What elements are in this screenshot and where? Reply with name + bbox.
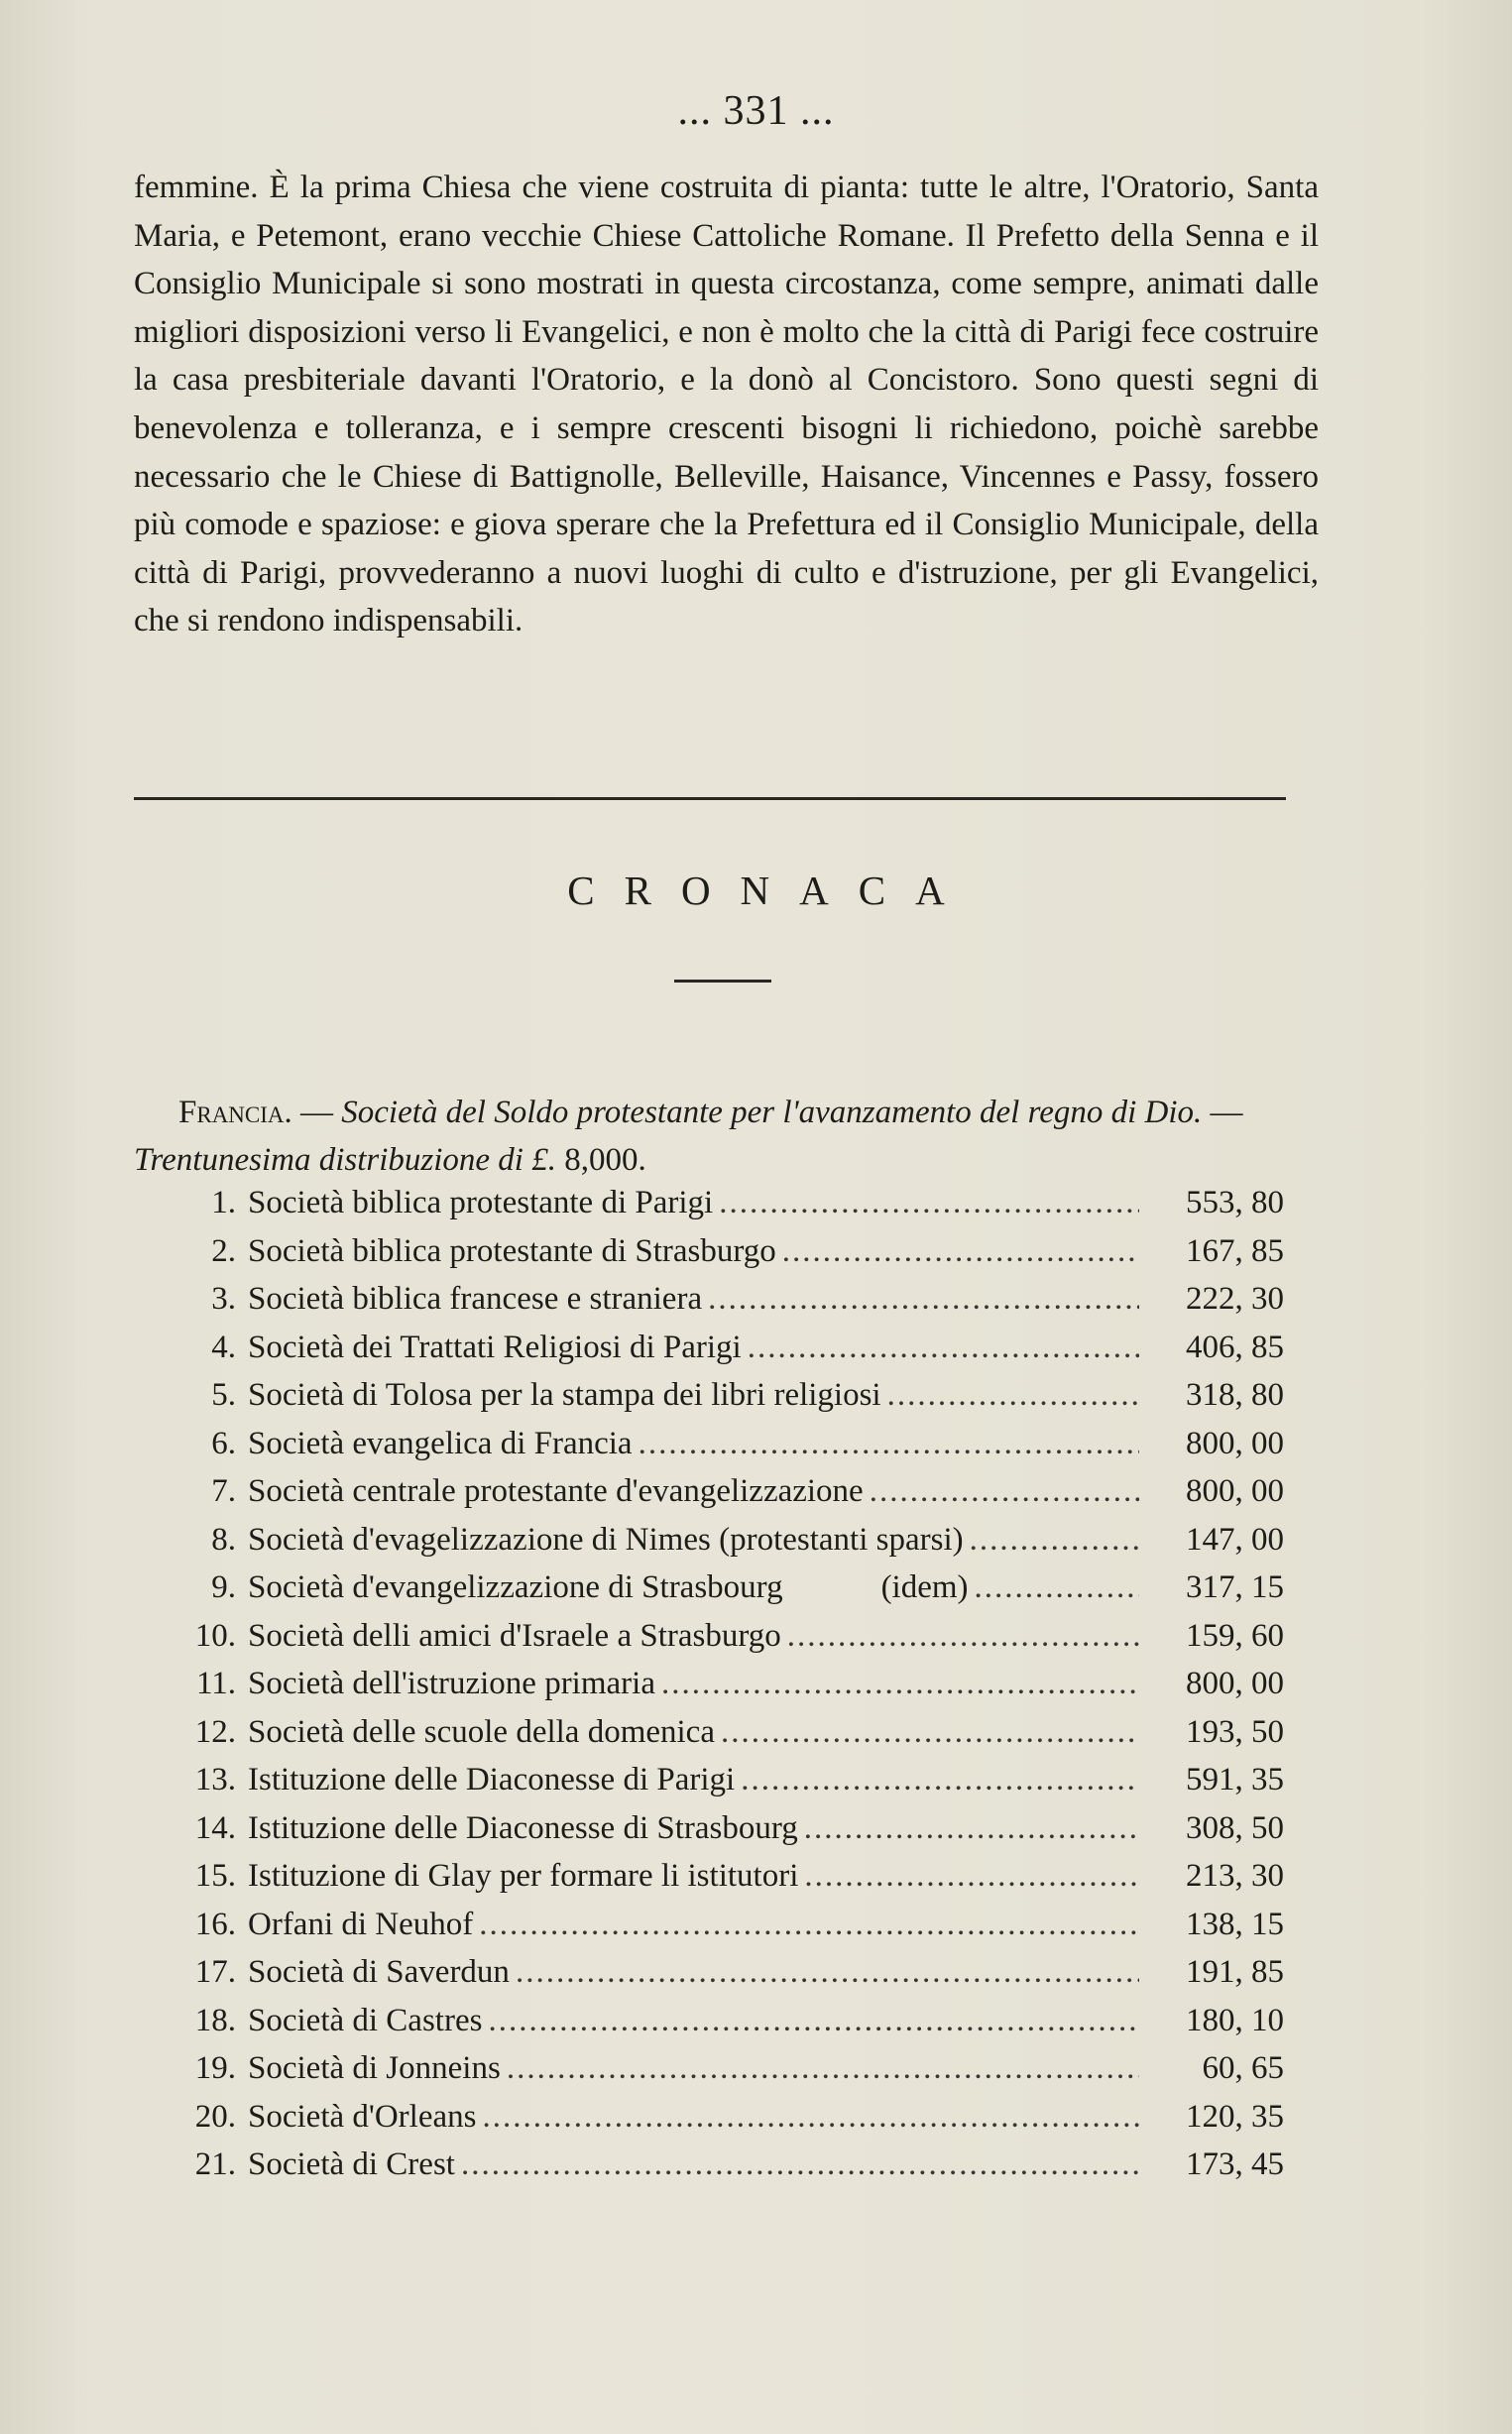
item-amount: 317, 15 [1186,1569,1284,1605]
list-item [159,1569,1314,1618]
item-label: Società di Jonneins [248,2050,501,2086]
item-amount: 308, 50 [1186,1809,1284,1846]
item-label: Società di Castres [248,2002,483,2038]
item-label: Società dell'istruzione primaria [248,1666,655,1701]
item-number: 21. [194,2146,236,2182]
item-label: Società di Crest [248,2146,455,2182]
item-number: 11. [195,1666,236,1701]
item-number: 17. [194,1954,236,1990]
item-amount: 553, 80 [1186,1185,1284,1220]
item-amount: 591, 35 [1186,1762,1284,1797]
list-item [159,1330,1314,1378]
dot-leader [479,1907,1139,1943]
list-item [159,2003,1314,2051]
dot-leader [516,1954,1139,1991]
item-label: Società d'evagelizzazione di Nimes (protestanti sparsi) [248,1521,964,1558]
item-label: Istituzione delle Diaconesse di Strasbourg [248,1809,798,1846]
item-number: 5. [211,1377,236,1413]
dot-leader [719,1185,1139,1221]
item-label: Istituzione di Glay per formare li istitutori [248,1858,799,1894]
list-item [159,1233,1314,1282]
item-label: Orfani di Neuhof [248,1906,474,1942]
item-amount: 60, 65 [1202,2050,1284,2086]
society-name: Società del Soldo protestante per l'avanzamento del regno di Dio. [341,1095,1203,1130]
item-label: Società centrale protestante d'evangelizzazione [248,1473,864,1509]
item-number: 13. [194,1762,236,1797]
item-amount: 800, 00 [1186,1473,1284,1509]
intro-dash: — [1202,1095,1243,1130]
list-item [159,1810,1314,1859]
dot-leader [721,1714,1139,1751]
dot-leader [804,1858,1139,1895]
list-item [159,1714,1314,1763]
item-number: 20. [194,2098,236,2135]
dot-leader [748,1330,1139,1366]
item-amount: 318, 80 [1186,1377,1284,1413]
dot-leader [482,2099,1139,2136]
list-item [159,1666,1314,1714]
item-label: Società dei Trattati Religiosi di Parigi [248,1329,742,1365]
dot-leader [975,1569,1139,1606]
item-amount: 180, 10 [1186,2002,1284,2038]
list-item [159,1522,1314,1570]
intro-dash: — [291,1095,342,1130]
item-amount: 222, 30 [1186,1281,1284,1317]
dot-leader [639,1426,1139,1462]
title-underline [674,980,771,983]
item-amount: 193, 50 [1186,1713,1284,1750]
item-label: Società biblica protestante di Parigi [248,1185,714,1220]
list-item [159,1954,1314,2003]
item-amount: 406, 85 [1186,1329,1284,1365]
list-item [159,1281,1314,1330]
list-item [159,1377,1314,1426]
item-number: 16. [194,1906,236,1942]
dot-leader [708,1281,1139,1318]
dot-leader [661,1666,1139,1702]
distribution-list [159,1185,1314,2195]
item-number: 8. [211,1521,236,1558]
item-amount: 800, 00 [1186,1425,1284,1461]
list-item [159,1426,1314,1474]
distribution-label: Trentunesima distribuzione di £. [134,1142,556,1178]
item-label: Società di Saverdun [248,1954,510,1990]
item-number: 6. [211,1425,236,1461]
item-amount: 138, 15 [1186,1906,1284,1942]
item-number: 2. [211,1232,236,1269]
item-number: 19. [194,2050,236,2086]
item-number: 14. [194,1809,236,1846]
list-intro [134,1089,1319,1184]
item-amount: 173, 45 [1186,2146,1284,2182]
list-item [159,1762,1314,1810]
item-number: 1. [211,1185,236,1220]
list-item [159,1185,1314,1233]
list-item [159,1473,1314,1522]
dot-leader [488,2003,1139,2039]
item-label: Società delle scuole della domenica [248,1713,715,1750]
item-label: Società biblica protestante di Strasburgo [248,1232,776,1269]
item-number: 15. [194,1858,236,1894]
item-label: Società biblica francese e straniera [248,1281,703,1317]
item-amount: 120, 35 [1186,2098,1284,2135]
body-paragraph: femmine. È la prima Chiesa che viene costruita di pianta: tutte le altre, l'Oratorio, Santa Maria, e Petemont, erano vecchie Chiese Cattoliche Romane. Il Prefetto della Senna e il Consiglio Municipale si sono mostrati in questa circostanza, come sempre, animati dalle migliori disposizioni verso li Evangelici, e non è molto che la città di Parigi fece costruire la casa presbiteriale davanti l'Oratorio, e la donò al Concistoro. Sono questi segni di benevolenza e tolleranza, e i sempre crescenti bisogni li richiedono, poichè sarebbe necessario che le Chiese di Battignolle, Belleville, Haisance, Vincennes e Passy, fossero più comode e spaziose: e giova sperare che la Prefettura ed il Consiglio Municipale, della città di Parigi, provvederanno a nuovi luoghi di culto e d'istruzione, per gli Evangelici, che si rendono indispensabili. [134,170,1319,639]
list-item [159,1907,1314,1955]
dot-leader [870,1473,1139,1510]
dot-leader [507,2050,1139,2087]
item-number: 3. [211,1281,236,1317]
item-amount: 800, 00 [1186,1666,1284,1701]
item-label: Società d'Orleans [248,2098,477,2135]
section-title: CRONACA [567,868,975,913]
item-amount: 213, 30 [1186,1858,1284,1894]
page-number: ... 331 ... [677,88,835,134]
item-number: 4. [211,1329,236,1365]
item-amount: 191, 85 [1186,1954,1284,1990]
item-label: Società delli amici d'Israele a Strasburgo [248,1617,781,1654]
item-label: Istituzione delle Diaconesse di Parigi [248,1762,736,1797]
dot-leader [970,1522,1139,1559]
dot-leader [461,2146,1139,2183]
list-item [159,1858,1314,1907]
dot-leader [887,1377,1139,1414]
item-number: 7. [211,1473,236,1509]
list-item [159,2050,1314,2099]
item-label: Società evangelica di Francia [248,1425,633,1461]
list-item [159,2146,1314,2195]
dot-leader [782,1233,1139,1270]
section-divider [134,797,1286,800]
item-amount: 167, 85 [1186,1232,1284,1269]
item-number: 10. [194,1617,236,1654]
distribution-total: 8,000. [555,1142,646,1178]
dot-leader [787,1618,1139,1655]
item-number: 9. [211,1569,236,1605]
list-item [159,1618,1314,1667]
item-amount: 147, 00 [1186,1521,1284,1558]
country-label: Francia. [178,1095,292,1130]
item-amount: 159, 60 [1186,1617,1284,1654]
item-number: 18. [194,2002,236,2038]
item-label: Società di Tolosa per la stampa dei libri religiosi [248,1377,881,1413]
dot-leader [804,1810,1139,1847]
list-item [159,2099,1314,2147]
item-number: 12. [194,1713,236,1750]
item-label: Società d'evangelizzazione di Strasbourg (idem) [248,1569,969,1605]
dot-leader [741,1762,1139,1798]
